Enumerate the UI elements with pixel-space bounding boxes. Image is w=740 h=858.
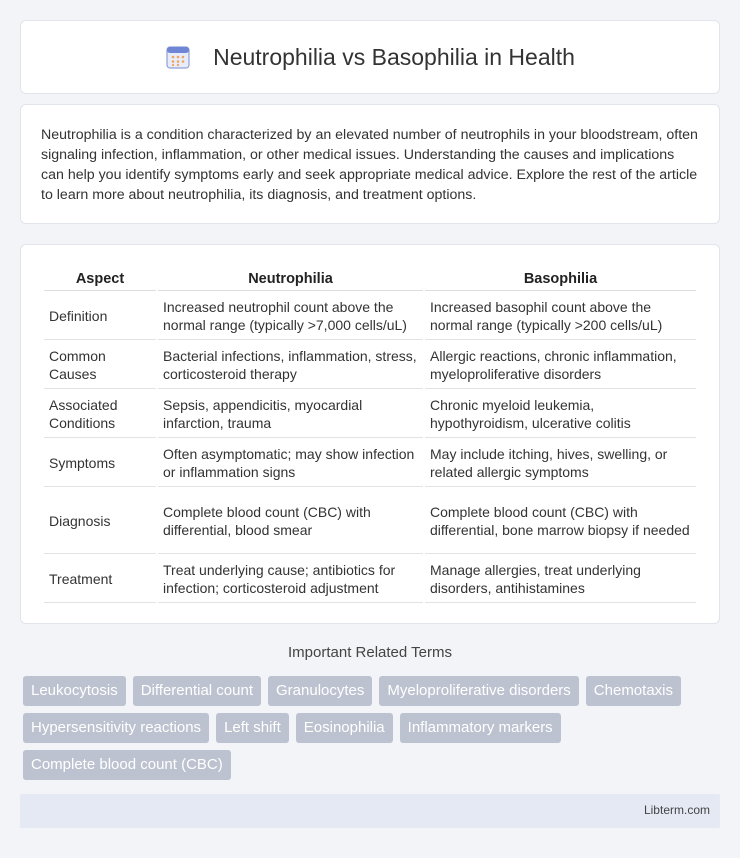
header-card <box>20 20 720 94</box>
basophilia-cell: Chronic myeloid leukemia, hypothyroidism, ulcerative colitis <box>425 391 696 438</box>
related-terms-title: Important Related Terms <box>288 644 452 661</box>
header-aspect: Aspect <box>44 269 156 291</box>
basophilia-cell: May include itching, hives, swelling, or related allergic symptoms <box>425 440 696 487</box>
table-row <box>44 293 696 340</box>
header-basophilia: Basophilia <box>425 269 696 291</box>
basophilia-cell: Complete blood count (CBC) with differential, bone marrow biopsy if needed <box>425 489 696 554</box>
calendar-icon <box>165 44 191 70</box>
table-row <box>44 391 696 438</box>
table-row <box>44 440 696 487</box>
header-neutrophilia: Neutrophilia <box>158 269 423 291</box>
comparison-table <box>42 267 698 605</box>
table-row <box>44 342 696 389</box>
related-terms-list <box>23 676 723 780</box>
aspect-cell: Associated Conditions <box>44 391 156 438</box>
term-tag[interactable]: Complete blood count (CBC) <box>23 750 231 780</box>
term-tag[interactable]: Eosinophilia <box>296 713 393 743</box>
term-tag[interactable]: Inflammatory markers <box>400 713 561 743</box>
basophilia-cell: Manage allergies, treat underlying disorders, antihistamines <box>425 556 696 603</box>
term-tag[interactable]: Granulocytes <box>268 676 372 706</box>
aspect-cell: Diagnosis <box>44 489 156 554</box>
table-row <box>44 489 696 554</box>
aspect-cell: Symptoms <box>44 440 156 487</box>
page-title: Neutrophilia vs Basophilia in Health <box>213 43 575 70</box>
neutrophilia-cell: Treat underlying cause; antibiotics for infection; corticosteroid adjustment <box>158 556 423 603</box>
intro-text: Neutrophilia is a condition characterized by an elevated number of neutrophils in your bloodstream, often signaling infection, inflammation, or other medical issues. Understanding the causes and implications can help you identify symptoms early and seek appropriate medical advice. Explore the rest of the article to learn more about neutrophilia, its diagnosis, and treatment options. <box>41 127 698 203</box>
term-tag[interactable]: Left shift <box>216 713 289 743</box>
neutrophilia-cell: Sepsis, appendicitis, myocardial infarction, trauma <box>158 391 423 438</box>
aspect-cell: Common Causes <box>44 342 156 389</box>
table-row <box>44 556 696 603</box>
intro-card <box>20 104 720 224</box>
term-tag[interactable]: Hypersensitivity reactions <box>23 713 209 743</box>
basophilia-cell: Allergic reactions, chronic inflammation, myeloproliferative disorders <box>425 342 696 389</box>
aspect-cell: Definition <box>44 293 156 340</box>
table-header-row <box>44 269 696 291</box>
basophilia-cell: Increased basophil count above the normal range (typically >200 cells/uL) <box>425 293 696 340</box>
footer <box>20 794 720 828</box>
term-tag[interactable]: Differential count <box>133 676 261 706</box>
comparison-card <box>20 244 720 624</box>
neutrophilia-cell: Often asymptomatic; may show infection or inflammation signs <box>158 440 423 487</box>
neutrophilia-cell: Complete blood count (CBC) with differential, blood smear <box>158 489 423 554</box>
footer-site-link[interactable]: Libterm.com <box>643 803 710 817</box>
term-tag[interactable]: Myeloproliferative disorders <box>379 676 578 706</box>
neutrophilia-cell: Bacterial infections, inflammation, stress, corticosteroid therapy <box>158 342 423 389</box>
term-tag[interactable]: Chemotaxis <box>586 676 681 706</box>
term-tag[interactable]: Leukocytosis <box>23 676 126 706</box>
neutrophilia-cell: Increased neutrophil count above the normal range (typically >7,000 cells/uL) <box>158 293 423 340</box>
aspect-cell: Treatment <box>44 556 156 603</box>
